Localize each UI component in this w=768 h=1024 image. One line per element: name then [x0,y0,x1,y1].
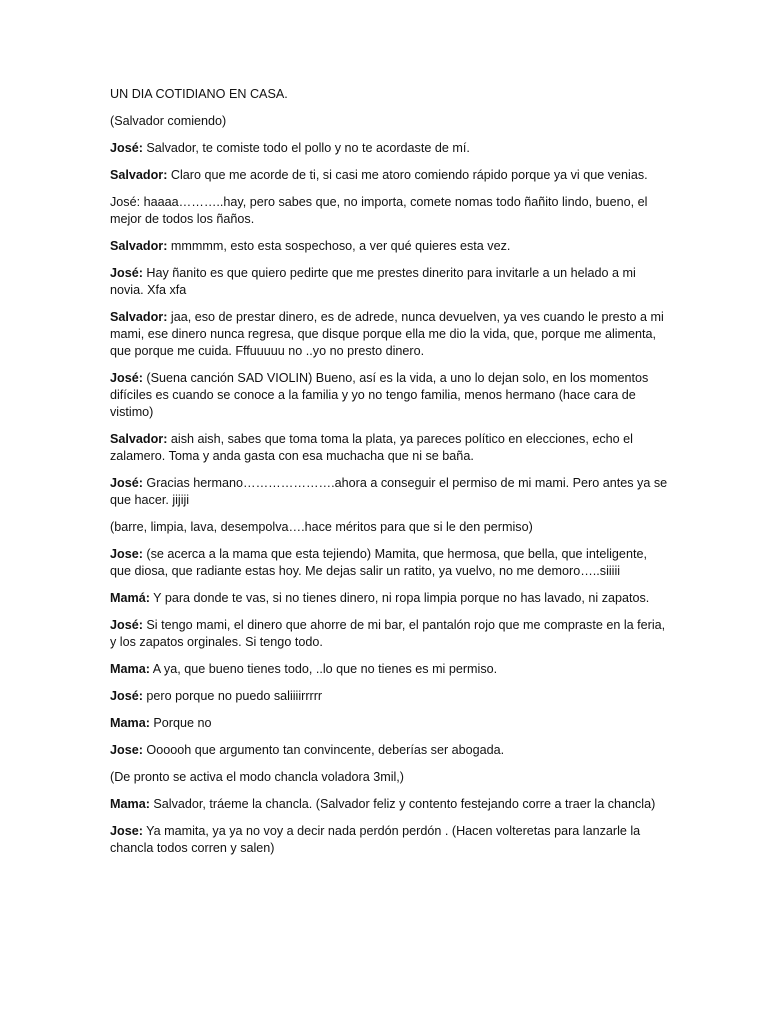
stage-direction [110,519,670,536]
dialogue-line [110,661,670,678]
speaker-name: Jose: [110,547,143,561]
dialogue-line [110,823,670,857]
dialogue-text: (se acerca a la mama que esta tejiendo) Mamita, que hermosa, que bella, que inteligente, que diosa, que radiante estas hoy. Me dejas salir un ratito, ya vuelvo, no me demoro…..siiiii [110,547,647,578]
dialogue-text: pero porque no puedo saliiiirrrrr [142,689,323,703]
dialogue-text: jaa, eso de prestar dinero, es de adrede, nunca devuelven, ya ves cuando le presto a mi mami, ese dinero nunca regresa, que disque porque ella me dio la vida, que, porque me alimenta, que porque me cuida. Fffuuuuu no ..yo no presto dinero. [110,310,664,358]
speaker-name: José: [110,195,141,209]
dialogue-line [110,238,670,255]
dialogue-text: Ya mamita, ya ya no voy a decir nada perdón perdón . (Hacen volteretas para lanzarle la chancla todos corren y salen) [110,824,641,855]
paragraph-text: (Salvador comiendo) [110,114,227,128]
document-page [110,86,670,867]
dialogue-line [110,194,670,228]
dialogue-text: Salvador, te comiste todo el pollo y no te acordaste de mí. [142,141,470,155]
dialogue-line [110,796,670,813]
dialogue-text: aish aish, sabes que toma toma la plata, ya pareces político en elecciones, echo el zalamero. Toma y anda gasta con esa muchacha que ni se baña. [110,432,633,463]
dialogue-text: Si tengo mami, el dinero que ahorre de mi bar, el pantalón rojo que me compraste en la feria, y los zapatos orginales. Si tengo todo. [110,618,666,649]
speaker-name: José: [110,371,143,385]
speaker-name: Mama: [110,716,150,730]
speaker-name: Mama: [110,797,150,811]
speaker-name: Mamá: [110,591,150,605]
dialogue-text: A ya, que bueno tienes todo, ..lo que no tienes es mi permiso. [149,662,498,676]
document-title: UN DIA COTIDIANO EN CASA. [110,87,288,101]
speaker-name: Salvador: [110,310,168,324]
dialogue-line [110,475,670,509]
dialogue-line [110,617,670,651]
dialogue-text: Oooooh que argumento tan convincente, deberías ser abogada. [142,743,505,757]
dialogue-text: Gracias hermano………………….ahora a conseguir el permiso de mi mami. Pero antes ya se que hacer. jijiji [110,476,668,507]
speaker-name: Salvador: [110,239,168,253]
speaker-name: José: [110,266,143,280]
paragraph-text: (barre, limpia, lava, desempolva….hace méritos para que si le den permiso) [110,520,533,534]
dialogue-line [110,167,670,184]
dialogue-text: Porque no [149,716,212,730]
dialogue-text: (Suena canción SAD VIOLIN) Bueno, así es la vida, a uno lo dejan solo, en los momentos difíciles es cuando se conoce a la familia y yo no tengo familia, menos hermano (hace cara de vistimo) [110,371,649,419]
speaker-name: Salvador: [110,168,168,182]
speaker-name: Jose: [110,743,143,757]
dialogue-text: haaaa………..hay, pero sabes que, no importa, comete nomas todo ñañito lindo, bueno, el mejor de todos los ñaños. [110,195,648,226]
dialogue-line [110,546,670,580]
stage-direction [110,113,670,130]
dialogue-text: Y para donde te vas, si no tienes dinero, ni ropa limpia porque no has lavado, ni zapatos. [149,591,650,605]
dialogue-text: Hay ñanito es que quiero pedirte que me prestes dinerito para invitarle a un helado a mi novia. Xfa xfa [110,266,636,297]
speaker-name: José: [110,689,143,703]
speaker-name: José: [110,476,143,490]
paragraph-text: (De pronto se activa el modo chancla voladora 3mil,) [110,770,404,784]
dialogue-line [110,590,670,607]
dialogue-text: mmmmm, esto esta sospechoso, a ver qué quieres esta vez. [167,239,511,253]
speaker-name: Jose: [110,824,143,838]
dialogue-line [110,370,670,421]
dialogue-line [110,431,670,465]
speaker-name: José: [110,141,143,155]
dialogue-line [110,742,670,759]
dialogue-line [110,688,670,705]
dialogue-text: Salvador, tráeme la chancla. (Salvador feliz y contento festejando corre a traer la chancla) [149,797,656,811]
dialogue-line [110,309,670,360]
stage-direction [110,769,670,786]
dialogue-line [110,265,670,299]
speaker-name: José: [110,618,143,632]
dialogue-line [110,715,670,732]
speaker-name: Mama: [110,662,150,676]
dialogue-line [110,140,670,157]
speaker-name: Salvador: [110,432,168,446]
dialogue-text: Claro que me acorde de ti, si casi me atoro comiendo rápido porque ya vi que venias. [167,168,648,182]
